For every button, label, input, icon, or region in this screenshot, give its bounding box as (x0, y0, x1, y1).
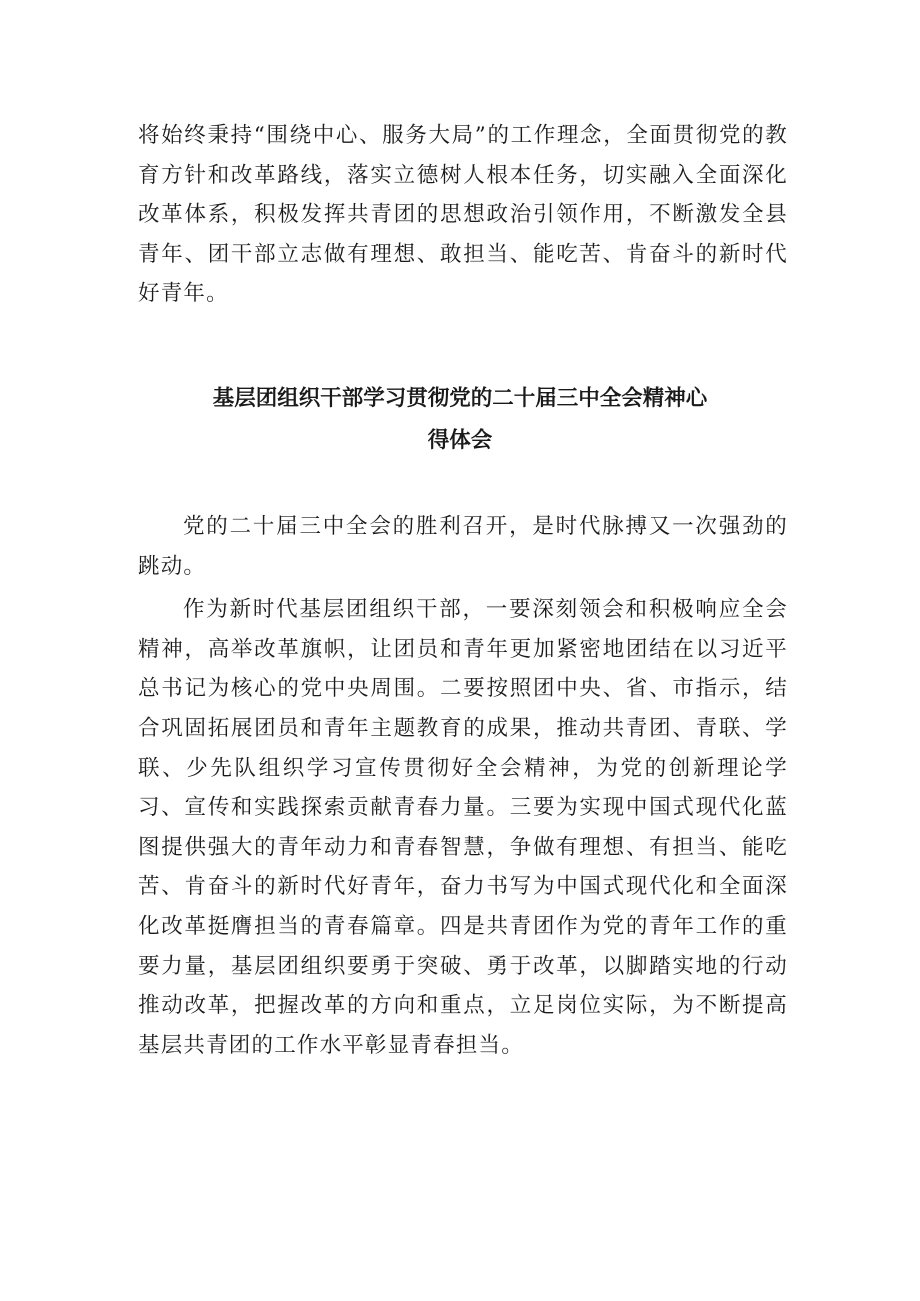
article-title-line-2: 得体会 (427, 428, 493, 453)
continuation-paragraph: 将始终秉持“围绕中心、服务大局”的工作理念，全面贯彻党的教育方针和改革路线，落实立德树人根本任务，切实融入全面深化改革体系，积极发挥共青团的思想政治引领作用，不断激发全县青年、团干部立志做有理想、敢担当、能吃苦、肯奋斗的新时代好青年。 (138, 123, 788, 307)
body-paragraph-1: 党的二十届三中全会的胜利召开，是时代脉搏又一次强劲的跳动。 (138, 514, 788, 579)
body-paragraph-2: 作为新时代基层团组织干部，一要深刻领会和积极响应全会精神，高举改革旗帜，让团员和青年更加紧密地团结在以习近平总书记为核心的党中央周围。二要按照团中央、省、市指示，结合巩固拓展团员和青年主题教育的成果，推动共青团、青联、学联、少先队组织学习宣传贯彻好全会精神，为党的创新理论学习、宣传和实践探索贡献青春力量。三要为实现中国式现代化蓝图提供强大的青年动力和青春智慧，争做有理想、有担当、能吃苦、肯奋斗的新时代好青年，奋力书写为中国式现代化和全面深化改革挺膺担当的青春篇章。四是共青团作为党的青年工作的重要力量，基层团组织要勇于突破、勇于改革，以脚踏实地的行动推动改革，把握改革的方向和重点，立足岗位实际，为不断提高基层共青团的工作水平彰显青春担当。 (138, 597, 788, 1058)
article-title-line-1: 基层团组织干部学习贯彻党的二十届三中全会精神心 (212, 386, 708, 411)
article-title (120, 378, 800, 462)
article-body (138, 507, 788, 1069)
